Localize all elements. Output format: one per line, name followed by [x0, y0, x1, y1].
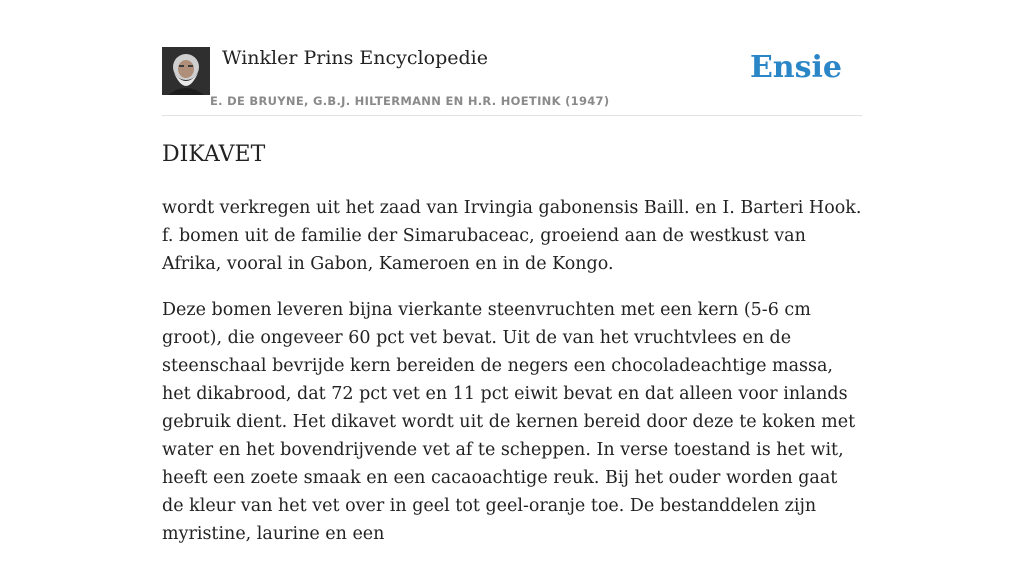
- ensie-logo[interactable]: Ensie: [749, 50, 842, 85]
- header: [162, 44, 862, 116]
- article-paragraph: wordt verkregen uit het zaad van Irvingia gabonensis Baill. en I. Barteri Hook. f. bomen uit de familie der Simarubaceac, groeiend aan de westkust van Afrika, vooral in Gabon, Kameroen en in de Kongo.: [162, 198, 862, 274]
- entry-title: DIKAVET: [162, 142, 266, 167]
- article: [162, 140, 862, 566]
- author-avatar[interactable]: [162, 47, 210, 95]
- bearded-man-portrait-icon: [162, 47, 210, 95]
- authors-credit: E. DE BRUYNE, G.B.J. HILTERMANN EN H.R. HOETINK (1947): [210, 94, 610, 108]
- site-title[interactable]: Winkler Prins Encyclopedie: [222, 47, 488, 69]
- article-paragraph: Deze bomen leveren bijna vierkante steenvruchten met een kern (5-6 cm groot), die ongeveer 60 pct vet bevat. Uit de van het vruchtvlees en de steenschaal bevrijde kern bereiden de negers een chocoladeachtige massa, het dikabrood, dat 72 pct vet en 11 pct eiwit bevat en dat alleen voor inlands gebruik dient. Het dikavet wordt uit de kernen bereid door deze te koken met water en het bovendrijvende vet af te scheppen. In verse toestand is het wit, heeft een zoete smaak en een cacaoachtige reuk. Bij het ouder worden gaat de kleur van het vet over in geel tot geel-oranje toe. De bestanddelen zijn myristine, laurine en een: [162, 300, 856, 544]
